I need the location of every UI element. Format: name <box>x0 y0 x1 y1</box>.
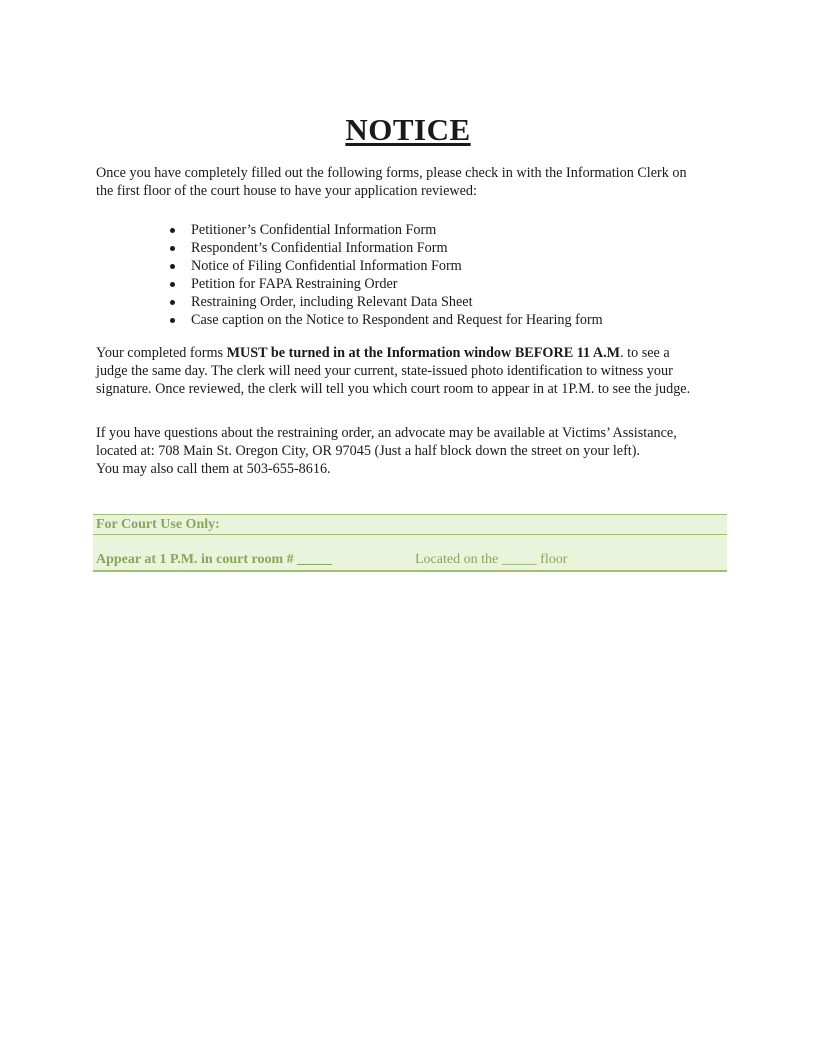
intro-line: Once you have completely filled out the following forms, please check in with the Information Clerk on <box>96 165 687 181</box>
intro-line: the first floor of the court house to have your application reviewed: <box>96 183 477 199</box>
advocate-line: You may also call them at 503-655-8616. <box>96 461 331 477</box>
court-use-label: For Court Use Only: <box>96 517 220 532</box>
list-item: Restraining Order, including Relevant Data Sheet <box>166 293 603 311</box>
advocate-paragraph <box>96 424 736 478</box>
court-use-divider <box>93 534 727 535</box>
court-room-field: Appear at 1 P.M. in court room # _____ <box>96 552 333 567</box>
advocate-line: located at: 708 Main St. Oregon City, OR 97045 (Just a half block down the street on your left). <box>96 443 641 459</box>
intro-paragraph <box>96 164 736 200</box>
deadline-line: signature. Once reviewed, the clerk will tell you which court room to appear in at 1P.M. to see the judge. <box>96 381 691 397</box>
list-item: Petitioner’s Confidential Information Form <box>166 221 603 239</box>
list-item: Case caption on the Notice to Respondent and Request for Hearing form <box>166 311 603 329</box>
required-forms-list <box>166 221 603 329</box>
deadline-line <box>96 344 736 362</box>
deadline-prefix: Your completed forms <box>96 345 227 361</box>
deadline-emphasis: MUST be turned in at the Information window BEFORE 11 A.M <box>226 345 621 361</box>
deadline-line: judge the same day. The clerk will need your current, state-issued photo identification to witness your <box>96 363 673 379</box>
deadline-paragraph <box>96 344 736 398</box>
list-item: Respondent’s Confidential Information Form <box>166 239 603 257</box>
court-use-box <box>93 514 727 572</box>
advocate-line: If you have questions about the restraining order, an advocate may be available at Victims’ Assistance, <box>96 425 677 441</box>
floor-field: Located on the _____ floor <box>415 552 568 567</box>
list-item: Notice of Filing Confidential Information Form <box>166 257 603 275</box>
deadline-suffix: . to see a <box>620 345 670 361</box>
list-item: Petition for FAPA Restraining Order <box>166 275 603 293</box>
page-title: NOTICE <box>345 112 471 147</box>
